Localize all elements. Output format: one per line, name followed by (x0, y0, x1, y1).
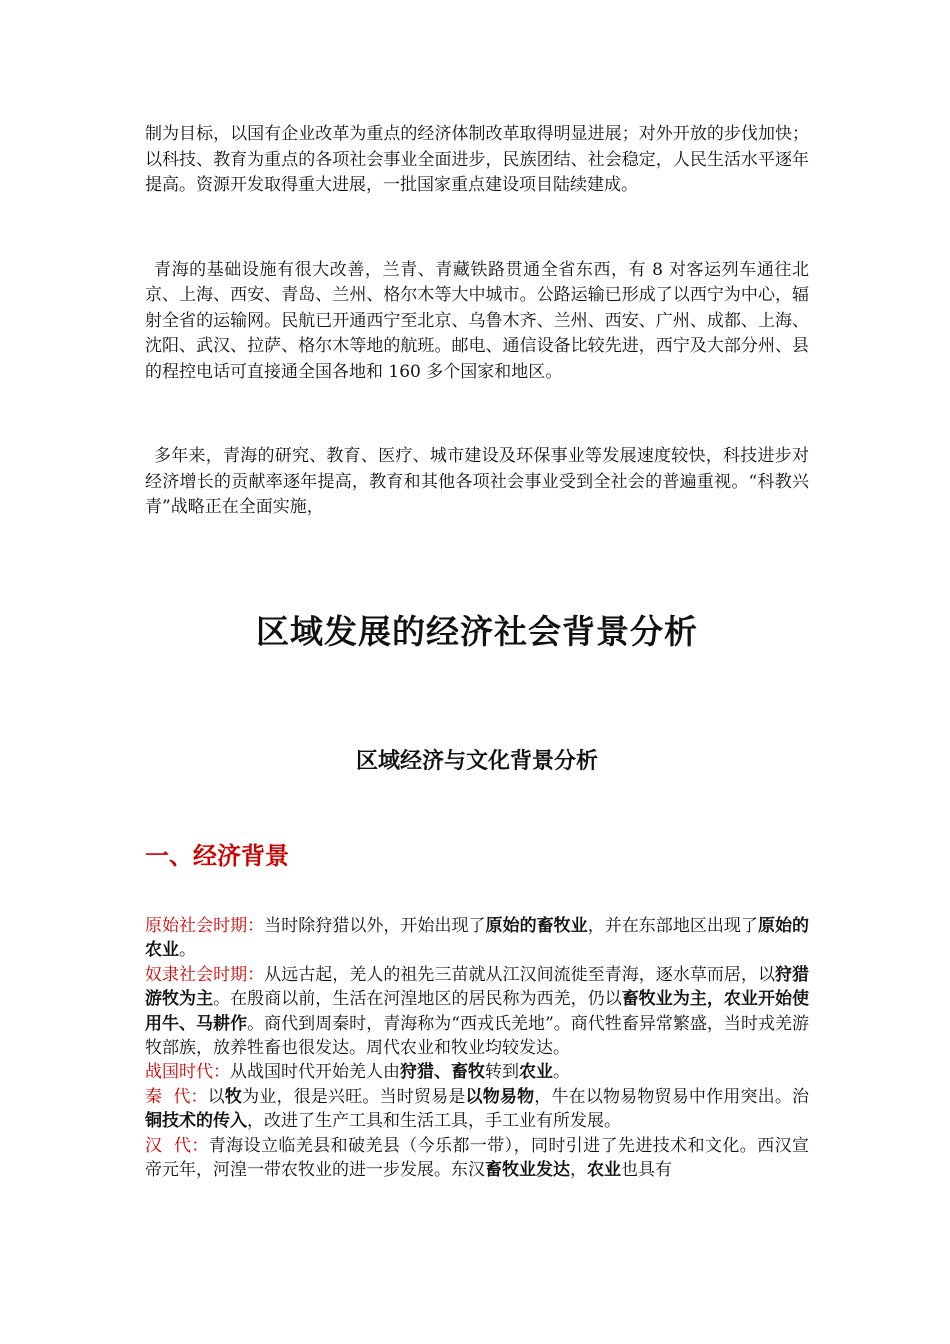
sub-title: 区域经济与文化背景分析 (355, 749, 598, 774)
period-warring-states: 战国时代：从战国时代开始羌人由狩猎、畜牧转到农业。 (145, 1062, 570, 1083)
economic-history (145, 914, 809, 1182)
period-slave: 奴隶社会时期：从远古起，羌人的祖先三苗就从江汉间流徙至青海，逐水草而居，以狩猎游牧为主。在殷商以前，生活在河湟地区的居民称为西羌，仍以畜牧业为主，农业开始使用牛、马耕作。商代到周秦时，青海称为“西戎氏羌地”。商代牲畜异常繁盛，当时戎羌游牧部族，放养牲畜也很发达。周代农业和牧业均较发达。 (145, 964, 810, 1059)
period-primitive: 原始社会时期：当时除狩猎以外，开始出现了原始的畜牧业，并在东部地区出现了原始的农业。 (145, 916, 810, 961)
section-title: 一、经济背景 (145, 842, 289, 870)
period-label: 原始社会时期： (145, 916, 265, 936)
document-page (145, 122, 810, 1181)
period-qin: 秦 代：以牧为业，很是兴旺。当时贸易是以物易物，牛在以物易物贸易中作用突出。治铜技术的传入，改进了生产工具和生活工具，手工业有所发展。 (145, 1086, 810, 1132)
intro-paragraph-1: 制为目标，以国有企业改革为重点的经济体制改革取得明显进展；对外开放的步伐加快；以科技、教育为重点的各项社会事业全面进步，民族团结、社会稳定，人民生活水平逐年提高。资源开发取得重大进展，一批国家重点建设项目陆续建成。 (145, 124, 809, 195)
period-han: 汉 代：青海设立临羌县和破羌县（今乐都一带），同时引进了先进技术和文化。西汉宣帝元年，河湟一带农牧业的进一步发展。东汉畜牧业发达，农业也具有 (145, 1135, 810, 1181)
period-label: 战国时代： (145, 1062, 230, 1083)
intro-paragraph-3: 多年来，青海的研究、教育、医疗、城市建设及环保事业等发展速度较快，科技进步对经济增长的贡献率逐年提高，教育和其他各项社会事业受到全社会的普遍重视。“科教兴青”战略正在全面实施， (145, 446, 809, 517)
period-label: 汉 代： (145, 1135, 209, 1156)
intro-paragraph-2: 青海的基础设施有很大改善，兰青、青藏铁路贯通全省东西，有 8 对客运列车通往北京、上海、西安、青岛、兰州、格尔木等大中城市。公路运输已形成了以西宁为中心，辐射全省的运输网。民航已开通西宁至北京、乌鲁木齐、兰州、西安、广州、成都、上海、沈阳、武汉、拉萨、格尔木等地的航班。邮电、通信设备比较先进，西宁及大部分州、县的程控电话可直接通全国各地和 160 多个国家和地区。 (145, 259, 809, 382)
period-label: 奴隶社会时期： (145, 964, 265, 985)
main-title: 区域发展的经济社会背景分析 (256, 612, 698, 651)
period-label: 秦 代： (145, 1086, 208, 1107)
